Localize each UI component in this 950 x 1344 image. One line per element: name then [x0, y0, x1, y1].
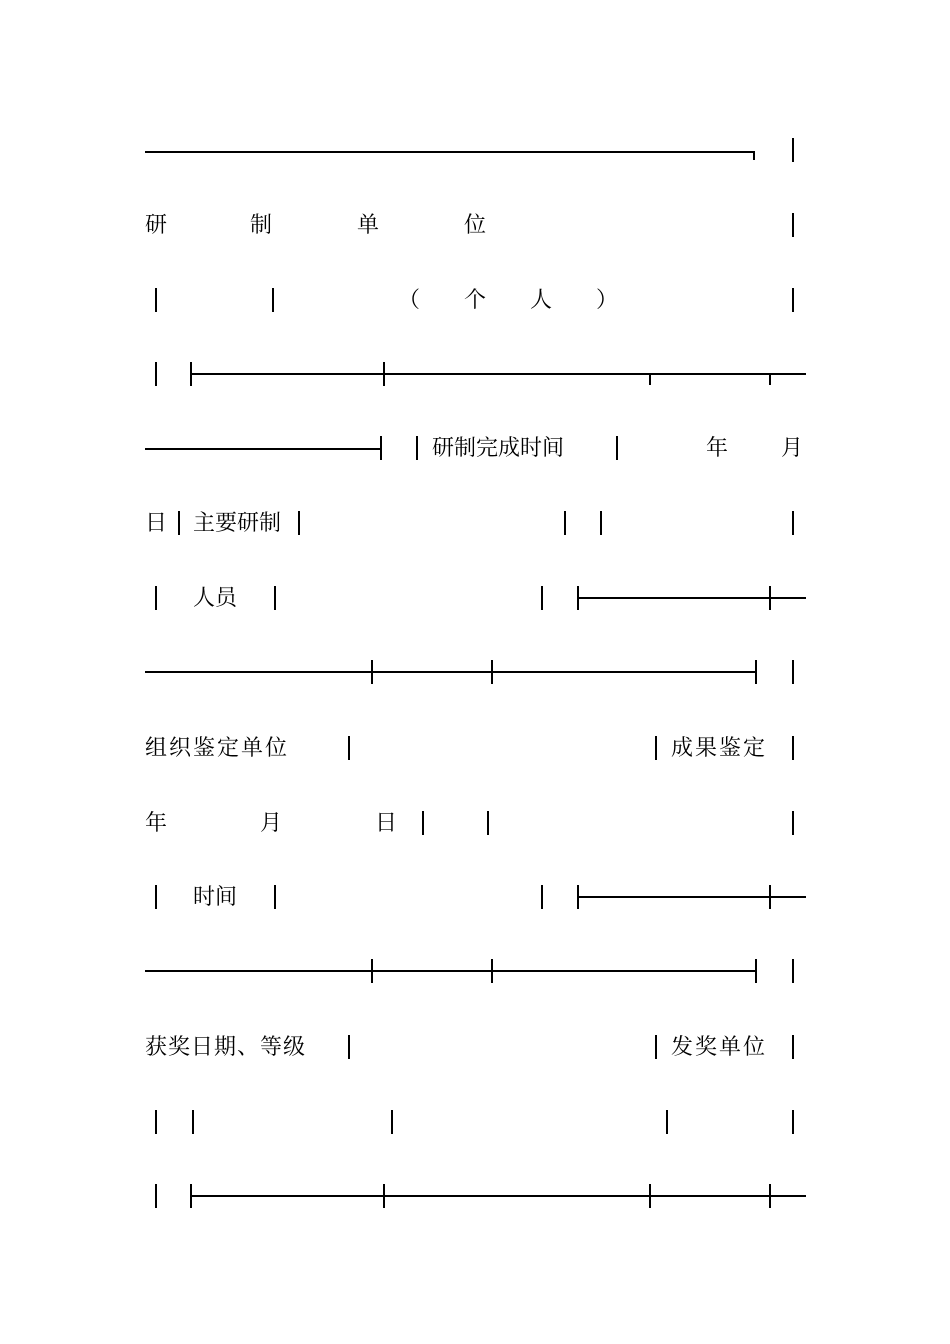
bar: [155, 1184, 157, 1208]
junction: [769, 373, 771, 385]
junction: [491, 660, 493, 684]
completion-time-label: 研制完成时间: [432, 436, 565, 461]
bar: [155, 362, 157, 386]
rule-cross: [190, 1195, 806, 1197]
junction: [769, 885, 771, 909]
junction: [371, 959, 373, 983]
bar: [274, 586, 276, 610]
bar: [792, 213, 794, 237]
rule-right: [577, 597, 806, 599]
bar: [348, 736, 350, 760]
junction: [649, 373, 651, 385]
unit-char-2: 制: [250, 213, 273, 238]
unit-char-1: 研: [145, 213, 168, 238]
junction: [383, 1184, 385, 1208]
junction: [755, 660, 757, 684]
junction: [380, 436, 382, 460]
main-developers-label: 主要研制: [193, 511, 282, 536]
bar: [298, 511, 300, 535]
bar: [792, 511, 794, 535]
bar: [274, 885, 276, 909]
bar: [792, 138, 794, 162]
appraisal-label: 成果鉴定: [671, 736, 768, 761]
rule-right: [577, 896, 806, 898]
bar: [272, 288, 274, 312]
bar: [178, 511, 180, 535]
bar: [792, 736, 794, 760]
bar: [391, 1110, 393, 1134]
completion-month: 月: [781, 436, 804, 461]
bar: [155, 1110, 157, 1134]
bar: [792, 660, 794, 684]
appraisal-year: 年: [145, 811, 168, 836]
bar: [666, 1110, 668, 1134]
junction: [383, 362, 385, 386]
rule-left: [145, 448, 382, 450]
bar: [541, 586, 543, 610]
bar: [192, 1110, 194, 1134]
bar: [487, 811, 489, 835]
appraisal-day: 日: [375, 811, 398, 836]
bar: [792, 288, 794, 312]
bar: [422, 811, 424, 835]
bar: [616, 436, 618, 460]
main-developers-label-2: 人员: [193, 586, 238, 611]
junction: [769, 1184, 771, 1208]
bar: [541, 885, 543, 909]
award-date-level-label: 获奖日期、等级: [145, 1035, 307, 1060]
bar: [348, 1035, 350, 1059]
bar: [655, 736, 657, 760]
junction: [371, 660, 373, 684]
unit-individual: （ 个 人 ）: [398, 288, 619, 313]
completion-year: 年: [706, 436, 729, 461]
rule-cross: [190, 373, 806, 375]
rule-top-corner: [753, 151, 755, 160]
bar: [655, 1035, 657, 1059]
completion-day: 日: [145, 511, 168, 536]
junction: [755, 959, 757, 983]
rule-full: [145, 970, 757, 972]
appraisal-month: 月: [260, 811, 283, 836]
bar: [792, 959, 794, 983]
award-unit-label: 发奖单位: [671, 1035, 768, 1060]
rule-full: [145, 671, 757, 673]
appraisal-label-2: 时间: [193, 885, 238, 910]
bar: [155, 885, 157, 909]
bar: [416, 436, 418, 460]
rule-top: [145, 151, 755, 153]
bar: [564, 511, 566, 535]
bar: [792, 1110, 794, 1134]
organizer-label: 组织鉴定单位: [145, 736, 290, 761]
bar: [600, 511, 602, 535]
unit-char-4: 位: [464, 213, 487, 238]
unit-char-3: 单: [357, 213, 380, 238]
junction: [769, 586, 771, 610]
junction: [491, 959, 493, 983]
bar: [155, 586, 157, 610]
bar: [792, 811, 794, 835]
bar: [155, 288, 157, 312]
junction: [649, 1184, 651, 1208]
bar: [792, 1035, 794, 1059]
